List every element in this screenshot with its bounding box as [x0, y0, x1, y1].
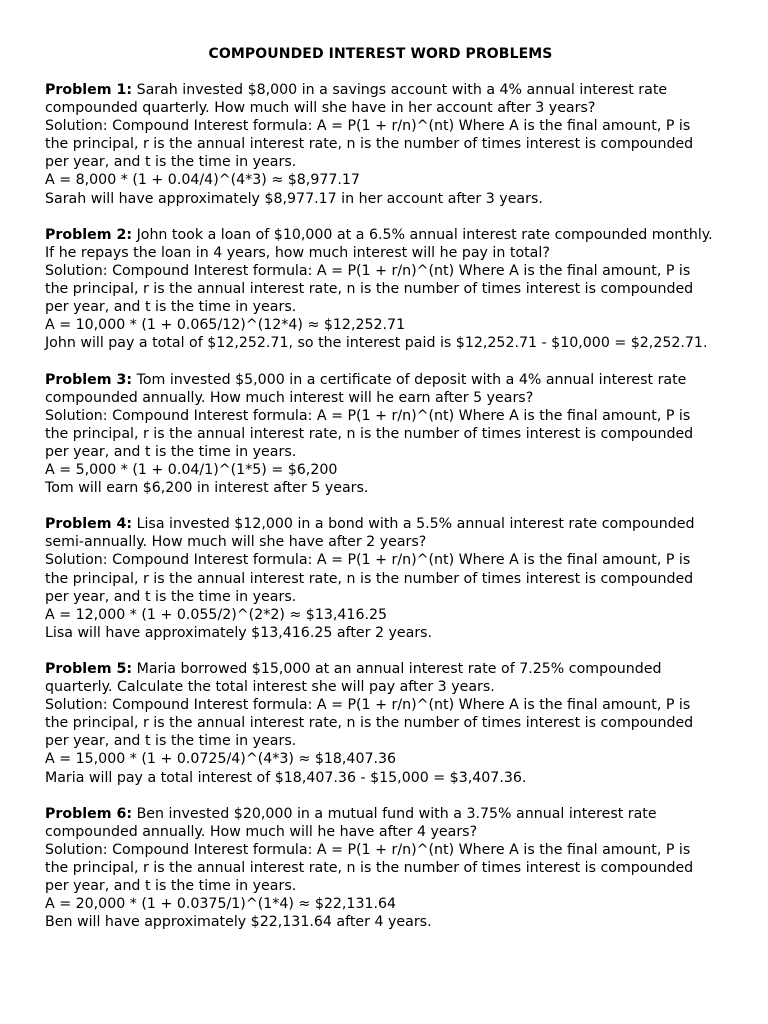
problem-solution: Solution: Compound Interest formula: A = P(1 + r/n)^(nt) Where A is the final amount, P is the principal, r is the annual interest rate, n is the number of times interest is compounded per year, and t is the time in years. [45, 697, 694, 750]
problem-label: Problem 6: [45, 805, 133, 822]
problem-answer: John will pay a total of $12,252.71, so the interest paid is $12,252.71 - $10,000 = $2,252.71. [45, 335, 708, 352]
problem-label: Problem 3: [45, 371, 133, 388]
problem-answer: Maria will pay a total interest of $18,407.36 - $15,000 = $3,407.36. [45, 769, 527, 786]
problem-label: Problem 2: [45, 226, 133, 243]
problem-6 [45, 805, 716, 932]
problem-question-text: Ben invested $20,000 in a mutual fund with a 3.75% annual interest rate compounded annually. How much will he have after 4 years? [45, 805, 657, 840]
problem-label: Problem 5: [45, 661, 133, 677]
problem-question [45, 371, 716, 407]
problem-answer: Tom will earn $6,200 in interest after 5 years. [45, 480, 369, 497]
problem-question [45, 81, 716, 117]
problem-1 [45, 81, 716, 208]
problem-solution: Solution: Compound Interest formula: A = P(1 + r/n)^(nt) Where A is the final amount, P is the principal, r is the annual interest rate, n is the number of times interest is compounded per year, and t is the time in years. [45, 118, 694, 171]
problem-question [45, 660, 716, 696]
problem-calculation: A = 15,000 * (1 + 0.0725/4)^(4*3) ≈ $18,407.36 [45, 751, 397, 768]
problem-label: Problem 1: [45, 82, 133, 98]
problem-solution: Solution: Compound Interest formula: A = P(1 + r/n)^(nt) Where A is the final amount, P is the principal, r is the annual interest rate, n is the number of times interest is compounded per year, and t is the time in years. [45, 262, 694, 316]
problem-2 [45, 226, 716, 353]
problem-question-text: Sarah invested $8,000 in a savings account with a 4% annual interest rate compounded quarterly. How much will she have in her account after 3 years? [45, 82, 668, 117]
document-title: COMPOUNDED INTEREST WORD PROBLEMS [208, 46, 553, 62]
problem-question-text: Maria borrowed $15,000 at an annual interest rate of 7.25% compounded quarterly. Calculate the total interest she will pay after 3 years. [45, 661, 662, 696]
problem-4 [45, 515, 716, 642]
problem-question-text: John took a loan of $10,000 at a 6.5% annual interest rate compounded monthly. If he repays the loan in 4 years, how much interest will he pay in total? [45, 226, 713, 261]
problem-question-text: Tom invested $5,000 in a certificate of deposit with a 4% annual interest rate compounded annually. How much interest will he earn after 5 years? [45, 371, 687, 406]
problem-calculation: A = 5,000 * (1 + 0.04/1)^(1*5) = $6,200 [45, 461, 338, 478]
problem-calculation: A = 12,000 * (1 + 0.055/2)^(2*2) ≈ $13,416.25 [45, 606, 388, 623]
problem-question-text: Lisa invested $12,000 in a bond with a 5.5% annual interest rate compounded semi-annually. How much will she have after 2 years? [45, 516, 695, 551]
problem-question [45, 805, 716, 841]
problem-calculation: A = 8,000 * (1 + 0.04/4)^(4*3) ≈ $8,977.17 [45, 172, 360, 189]
problem-answer: Sarah will have approximately $8,977.17 in her account after 3 years. [45, 190, 543, 207]
problem-label: Problem 4: [45, 516, 133, 533]
problem-5 [45, 660, 716, 787]
problem-question [45, 226, 716, 262]
problem-calculation: A = 10,000 * (1 + 0.065/12)^(12*4) ≈ $12,252.71 [45, 317, 406, 334]
problem-3 [45, 371, 716, 498]
problem-solution: Solution: Compound Interest formula: A = P(1 + r/n)^(nt) Where A is the final amount, P is the principal, r is the annual interest rate, n is the number of times interest is compounded per year, and t is the time in years. [45, 407, 694, 460]
problem-solution: Solution: Compound Interest formula: A = P(1 + r/n)^(nt) Where A is the final amount, P is the principal, r is the annual interest rate, n is the number of times interest is compounded per year, and t is the time in years. [45, 552, 694, 605]
problem-question [45, 515, 716, 551]
problem-answer: Lisa will have approximately $13,416.25 after 2 years. [45, 624, 433, 641]
problem-answer: Ben will have approximately $22,131.64 after 4 years. [45, 914, 432, 931]
problem-calculation: A = 20,000 * (1 + 0.0375/1)^(1*4) ≈ $22,131.64 [45, 896, 397, 913]
problem-solution: Solution: Compound Interest formula: A = P(1 + r/n)^(nt) Where A is the final amount, P is the principal, r is the annual interest rate, n is the number of times interest is compounded per year, and t is the time in years. [45, 841, 694, 895]
